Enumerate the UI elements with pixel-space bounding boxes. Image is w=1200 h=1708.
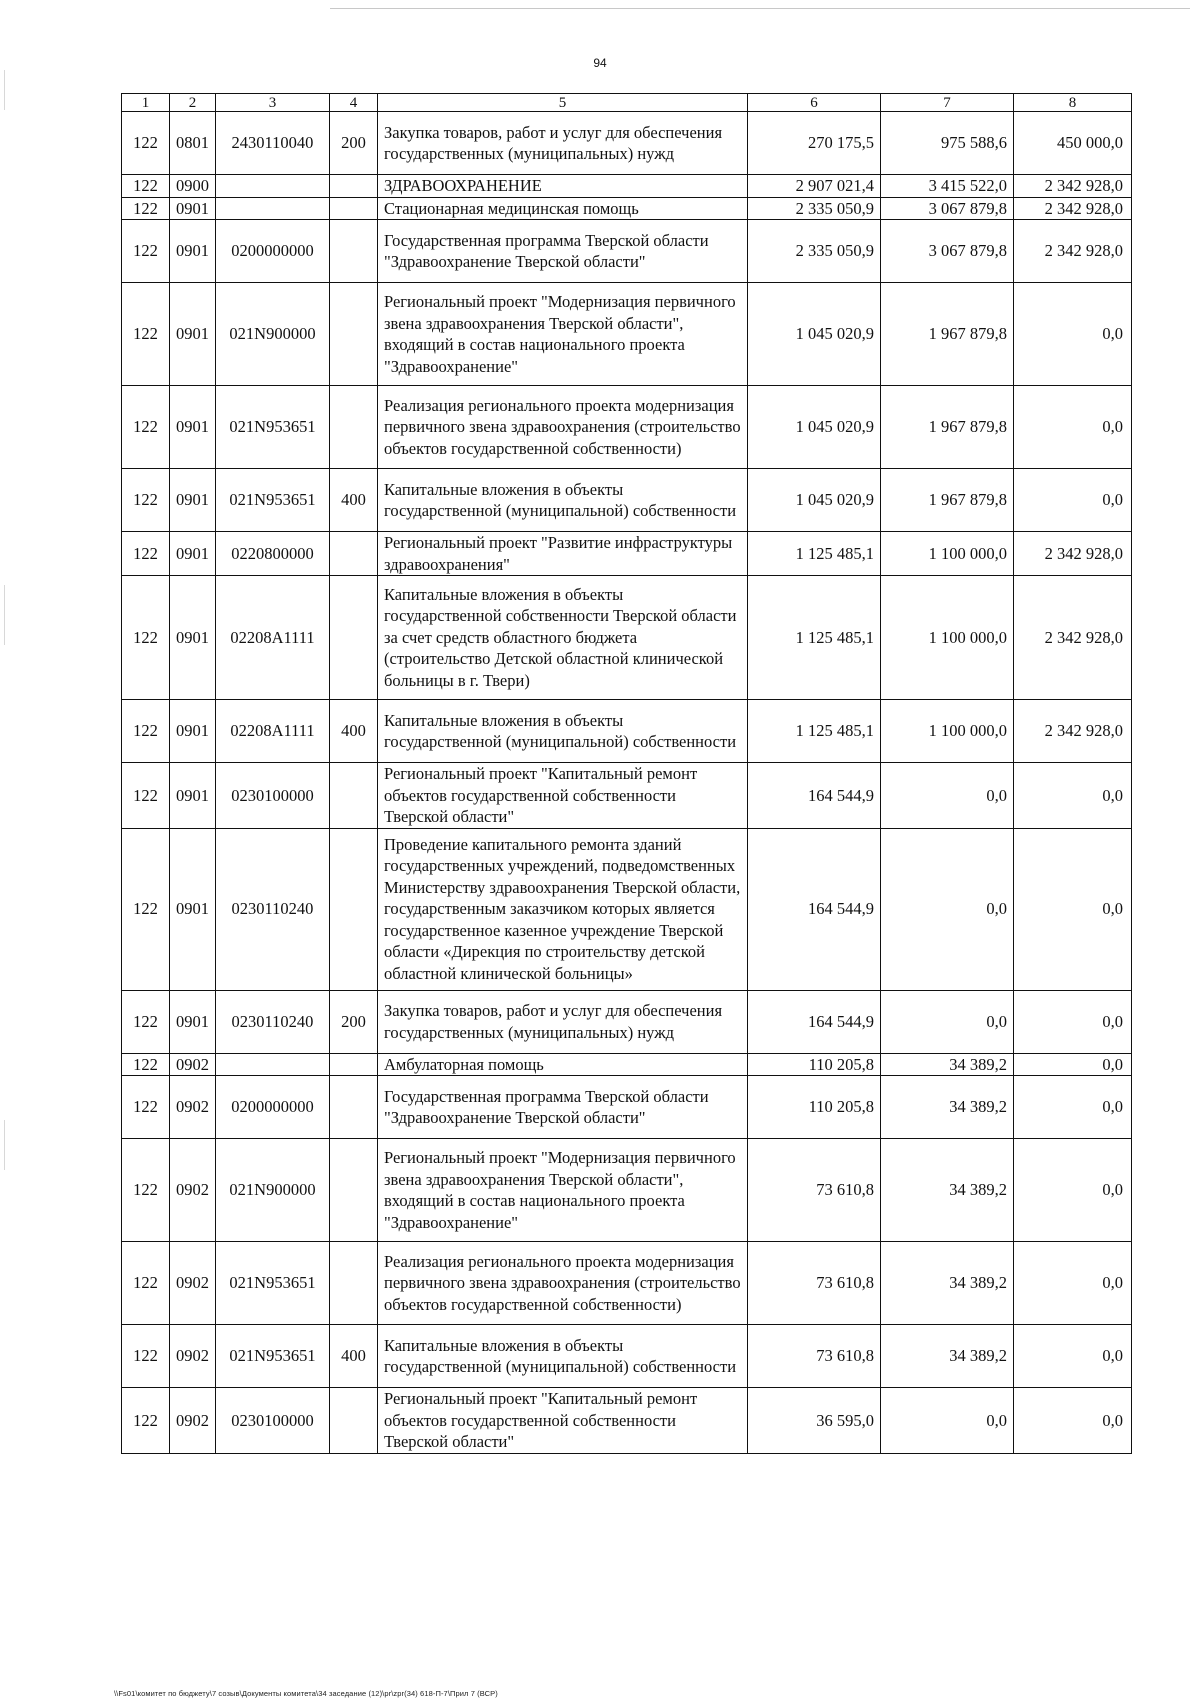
amount-year3-cell: 2 342 928,0	[1014, 220, 1132, 283]
target-article-cell: 021N953651	[216, 386, 330, 469]
amount-year2-cell: 34 389,2	[881, 1139, 1014, 1242]
expense-type-cell	[330, 532, 378, 576]
section-code-cell: 0901	[170, 532, 216, 576]
column-number: 7	[881, 94, 1014, 112]
amount-year3-cell: 0,0	[1014, 1242, 1132, 1325]
description-cell: Капитальные вложения в объекты государственной собственности Тверской области за счет средств областного бюджета (строительство Детской областной клинической больницы в г. Твери)	[378, 576, 748, 700]
admin-code-cell: 122	[122, 386, 170, 469]
scan-edge-mark	[4, 70, 5, 110]
expense-type-cell	[330, 386, 378, 469]
admin-code-cell: 122	[122, 1076, 170, 1139]
amount-year2-cell: 1 100 000,0	[881, 576, 1014, 700]
amount-year2-cell: 34 389,2	[881, 1242, 1014, 1325]
table-row	[122, 763, 1132, 829]
admin-code-cell: 122	[122, 828, 170, 990]
target-article-cell	[216, 175, 330, 198]
target-article-cell: 0200000000	[216, 1076, 330, 1139]
amount-year2-cell: 3 415 522,0	[881, 175, 1014, 198]
admin-code-cell: 122	[122, 576, 170, 700]
amount-year2-cell: 0,0	[881, 990, 1014, 1053]
table-row	[122, 469, 1132, 532]
amount-year2-cell: 34 389,2	[881, 1325, 1014, 1388]
column-number: 2	[170, 94, 216, 112]
amount-year2-cell: 1 967 879,8	[881, 469, 1014, 532]
amount-year1-cell: 73 610,8	[748, 1139, 881, 1242]
expense-type-cell	[330, 828, 378, 990]
amount-year2-cell: 0,0	[881, 1388, 1014, 1454]
amount-year1-cell: 36 595,0	[748, 1388, 881, 1454]
amount-year2-cell: 3 067 879,8	[881, 197, 1014, 220]
amount-year2-cell: 1 967 879,8	[881, 386, 1014, 469]
page-number: 94	[593, 56, 607, 70]
expense-type-cell: 400	[330, 1325, 378, 1388]
description-cell: Закупка товаров, работ и услуг для обеспечения государственных (муниципальных) нужд	[378, 112, 748, 175]
expense-type-cell	[330, 175, 378, 198]
description-cell: Проведение капитального ремонта зданий государственных учреждений, подведомственных Министерству здравоохранения Тверской области, государственным заказчиком которых является государственное казенное учреждение Тверской области «Дирекция по строительству детской областной клинической больницы»	[378, 828, 748, 990]
target-article-cell: 0230110240	[216, 828, 330, 990]
amount-year1-cell: 2 335 050,9	[748, 197, 881, 220]
section-code-cell: 0900	[170, 175, 216, 198]
amount-year1-cell: 164 544,9	[748, 828, 881, 990]
amount-year3-cell: 2 342 928,0	[1014, 576, 1132, 700]
section-code-cell: 0902	[170, 1076, 216, 1139]
amount-year3-cell: 0,0	[1014, 990, 1132, 1053]
expense-type-cell	[330, 1076, 378, 1139]
admin-code-cell: 122	[122, 112, 170, 175]
description-cell: Капитальные вложения в объекты государственной (муниципальной) собственности	[378, 700, 748, 763]
amount-year2-cell: 0,0	[881, 763, 1014, 829]
expense-type-cell	[330, 763, 378, 829]
budget-table	[121, 93, 1132, 1454]
section-code-cell: 0901	[170, 386, 216, 469]
description-cell: Капитальные вложения в объекты государственной (муниципальной) собственности	[378, 1325, 748, 1388]
target-article-cell: 021N900000	[216, 1139, 330, 1242]
description-cell: Региональный проект "Капитальный ремонт объектов государственной собственности Тверской области"	[378, 1388, 748, 1454]
target-article-cell: 021N953651	[216, 1242, 330, 1325]
amount-year1-cell: 1 045 020,9	[748, 283, 881, 386]
section-code-cell: 0901	[170, 576, 216, 700]
expense-type-cell: 200	[330, 112, 378, 175]
admin-code-cell: 122	[122, 532, 170, 576]
expense-type-cell	[330, 220, 378, 283]
target-article-cell: 0200000000	[216, 220, 330, 283]
amount-year2-cell: 34 389,2	[881, 1053, 1014, 1076]
admin-code-cell: 122	[122, 990, 170, 1053]
section-code-cell: 0801	[170, 112, 216, 175]
table-row	[122, 220, 1132, 283]
amount-year3-cell: 0,0	[1014, 1076, 1132, 1139]
table-row	[122, 990, 1132, 1053]
section-code-cell: 0901	[170, 283, 216, 386]
table-row	[122, 828, 1132, 990]
amount-year2-cell: 3 067 879,8	[881, 220, 1014, 283]
section-code-cell: 0901	[170, 828, 216, 990]
description-cell: Государственная программа Тверской области "Здравоохранение Тверской области"	[378, 220, 748, 283]
table-row	[122, 197, 1132, 220]
table-row	[122, 1242, 1132, 1325]
target-article-cell: 021N953651	[216, 469, 330, 532]
amount-year1-cell: 110 205,8	[748, 1076, 881, 1139]
section-code-cell: 0901	[170, 197, 216, 220]
target-article-cell: 0230100000	[216, 763, 330, 829]
amount-year1-cell: 1 125 485,1	[748, 532, 881, 576]
amount-year1-cell: 2 907 021,4	[748, 175, 881, 198]
table-row	[122, 112, 1132, 175]
amount-year1-cell: 164 544,9	[748, 763, 881, 829]
description-cell: Реализация регионального проекта модернизация первичного звена здравоохранения (строительство объектов государственной собственности)	[378, 386, 748, 469]
scan-edge-mark	[4, 1120, 5, 1170]
column-number: 3	[216, 94, 330, 112]
target-article-cell: 0230110240	[216, 990, 330, 1053]
amount-year1-cell: 1 045 020,9	[748, 469, 881, 532]
admin-code-cell: 122	[122, 1053, 170, 1076]
table-row	[122, 1388, 1132, 1454]
amount-year1-cell: 110 205,8	[748, 1053, 881, 1076]
table-row	[122, 1139, 1132, 1242]
section-code-cell: 0901	[170, 700, 216, 763]
amount-year3-cell: 2 342 928,0	[1014, 197, 1132, 220]
description-cell: Региональный проект "Капитальный ремонт объектов государственной собственности Тверской области"	[378, 763, 748, 829]
amount-year3-cell: 0,0	[1014, 828, 1132, 990]
amount-year3-cell: 2 342 928,0	[1014, 532, 1132, 576]
amount-year1-cell: 1 045 020,9	[748, 386, 881, 469]
table-row	[122, 576, 1132, 700]
admin-code-cell: 122	[122, 700, 170, 763]
description-cell: Региональный проект "Модернизация первичного звена здравоохранения Тверской области", входящий в состав национального проекта "Здравоохранение"	[378, 283, 748, 386]
file-path-footer: \\Fs01\комитет по бюджету\7 созыв\Документы комитета\34 заседание (12)\pr\zpr(34) 618-П-7\Прил 7 (ВСР)	[114, 1689, 498, 1698]
amount-year2-cell: 1 100 000,0	[881, 532, 1014, 576]
amount-year2-cell: 1 967 879,8	[881, 283, 1014, 386]
target-article-cell: 02208A1111	[216, 576, 330, 700]
table-row	[122, 1325, 1132, 1388]
admin-code-cell: 122	[122, 1388, 170, 1454]
target-article-cell: 021N953651	[216, 1325, 330, 1388]
section-code-cell: 0902	[170, 1388, 216, 1454]
target-article-cell	[216, 197, 330, 220]
amount-year3-cell: 450 000,0	[1014, 112, 1132, 175]
target-article-cell: 021N900000	[216, 283, 330, 386]
amount-year3-cell: 2 342 928,0	[1014, 175, 1132, 198]
target-article-cell: 0220800000	[216, 532, 330, 576]
amount-year1-cell: 73 610,8	[748, 1242, 881, 1325]
amount-year2-cell: 1 100 000,0	[881, 700, 1014, 763]
admin-code-cell: 122	[122, 469, 170, 532]
column-number: 6	[748, 94, 881, 112]
column-number: 1	[122, 94, 170, 112]
description-cell: Государственная программа Тверской области "Здравоохранение Тверской области"	[378, 1076, 748, 1139]
column-number: 5	[378, 94, 748, 112]
admin-code-cell: 122	[122, 197, 170, 220]
expense-type-cell	[330, 1053, 378, 1076]
description-cell: Стационарная медицинская помощь	[378, 197, 748, 220]
column-number: 8	[1014, 94, 1132, 112]
amount-year1-cell: 164 544,9	[748, 990, 881, 1053]
expense-type-cell	[330, 283, 378, 386]
expense-type-cell: 200	[330, 990, 378, 1053]
expense-type-cell	[330, 197, 378, 220]
description-cell: Региональный проект "Развитие инфраструктуры здравоохранения"	[378, 532, 748, 576]
amount-year1-cell: 1 125 485,1	[748, 700, 881, 763]
section-code-cell: 0902	[170, 1053, 216, 1076]
admin-code-cell: 122	[122, 763, 170, 829]
admin-code-cell: 122	[122, 1139, 170, 1242]
column-number-row	[122, 94, 1132, 112]
amount-year3-cell: 0,0	[1014, 1053, 1132, 1076]
amount-year3-cell: 0,0	[1014, 1388, 1132, 1454]
column-number: 4	[330, 94, 378, 112]
target-article-cell	[216, 1053, 330, 1076]
amount-year2-cell: 34 389,2	[881, 1076, 1014, 1139]
admin-code-cell: 122	[122, 175, 170, 198]
amount-year3-cell: 0,0	[1014, 1139, 1132, 1242]
section-code-cell: 0902	[170, 1242, 216, 1325]
expense-type-cell	[330, 1139, 378, 1242]
table-row	[122, 175, 1132, 198]
scan-border-line	[330, 8, 1190, 9]
section-code-cell: 0901	[170, 469, 216, 532]
admin-code-cell: 122	[122, 220, 170, 283]
amount-year3-cell: 0,0	[1014, 469, 1132, 532]
admin-code-cell: 122	[122, 283, 170, 386]
amount-year2-cell: 975 588,6	[881, 112, 1014, 175]
amount-year3-cell: 0,0	[1014, 763, 1132, 829]
description-cell: Региональный проект "Модернизация первичного звена здравоохранения Тверской области", входящий в состав национального проекта "Здравоохранение"	[378, 1139, 748, 1242]
amount-year3-cell: 0,0	[1014, 386, 1132, 469]
expense-type-cell: 400	[330, 700, 378, 763]
amount-year1-cell: 2 335 050,9	[748, 220, 881, 283]
admin-code-cell: 122	[122, 1325, 170, 1388]
description-cell: ЗДРАВООХРАНЕНИЕ	[378, 175, 748, 198]
target-article-cell: 02208A1111	[216, 700, 330, 763]
description-cell: Закупка товаров, работ и услуг для обеспечения государственных (муниципальных) нужд	[378, 990, 748, 1053]
table-row	[122, 532, 1132, 576]
table-row	[122, 386, 1132, 469]
amount-year3-cell: 0,0	[1014, 1325, 1132, 1388]
section-code-cell: 0902	[170, 1139, 216, 1242]
table-row	[122, 283, 1132, 386]
amount-year1-cell: 73 610,8	[748, 1325, 881, 1388]
amount-year1-cell: 270 175,5	[748, 112, 881, 175]
table-row	[122, 700, 1132, 763]
description-cell: Капитальные вложения в объекты государственной (муниципальной) собственности	[378, 469, 748, 532]
expense-type-cell	[330, 576, 378, 700]
admin-code-cell: 122	[122, 1242, 170, 1325]
amount-year1-cell: 1 125 485,1	[748, 576, 881, 700]
table-row	[122, 1053, 1132, 1076]
amount-year3-cell: 0,0	[1014, 283, 1132, 386]
amount-year3-cell: 2 342 928,0	[1014, 700, 1132, 763]
table-body	[122, 112, 1132, 1454]
target-article-cell: 2430110040	[216, 112, 330, 175]
section-code-cell: 0901	[170, 990, 216, 1053]
expense-type-cell	[330, 1242, 378, 1325]
table-row	[122, 1076, 1132, 1139]
description-cell: Амбулаторная помощь	[378, 1053, 748, 1076]
description-cell: Реализация регионального проекта модернизация первичного звена здравоохранения (строительство объектов государственной собственности)	[378, 1242, 748, 1325]
section-code-cell: 0901	[170, 763, 216, 829]
scan-edge-mark	[4, 585, 5, 645]
section-code-cell: 0901	[170, 220, 216, 283]
expense-type-cell	[330, 1388, 378, 1454]
expense-type-cell: 400	[330, 469, 378, 532]
target-article-cell: 0230100000	[216, 1388, 330, 1454]
amount-year2-cell: 0,0	[881, 828, 1014, 990]
section-code-cell: 0902	[170, 1325, 216, 1388]
